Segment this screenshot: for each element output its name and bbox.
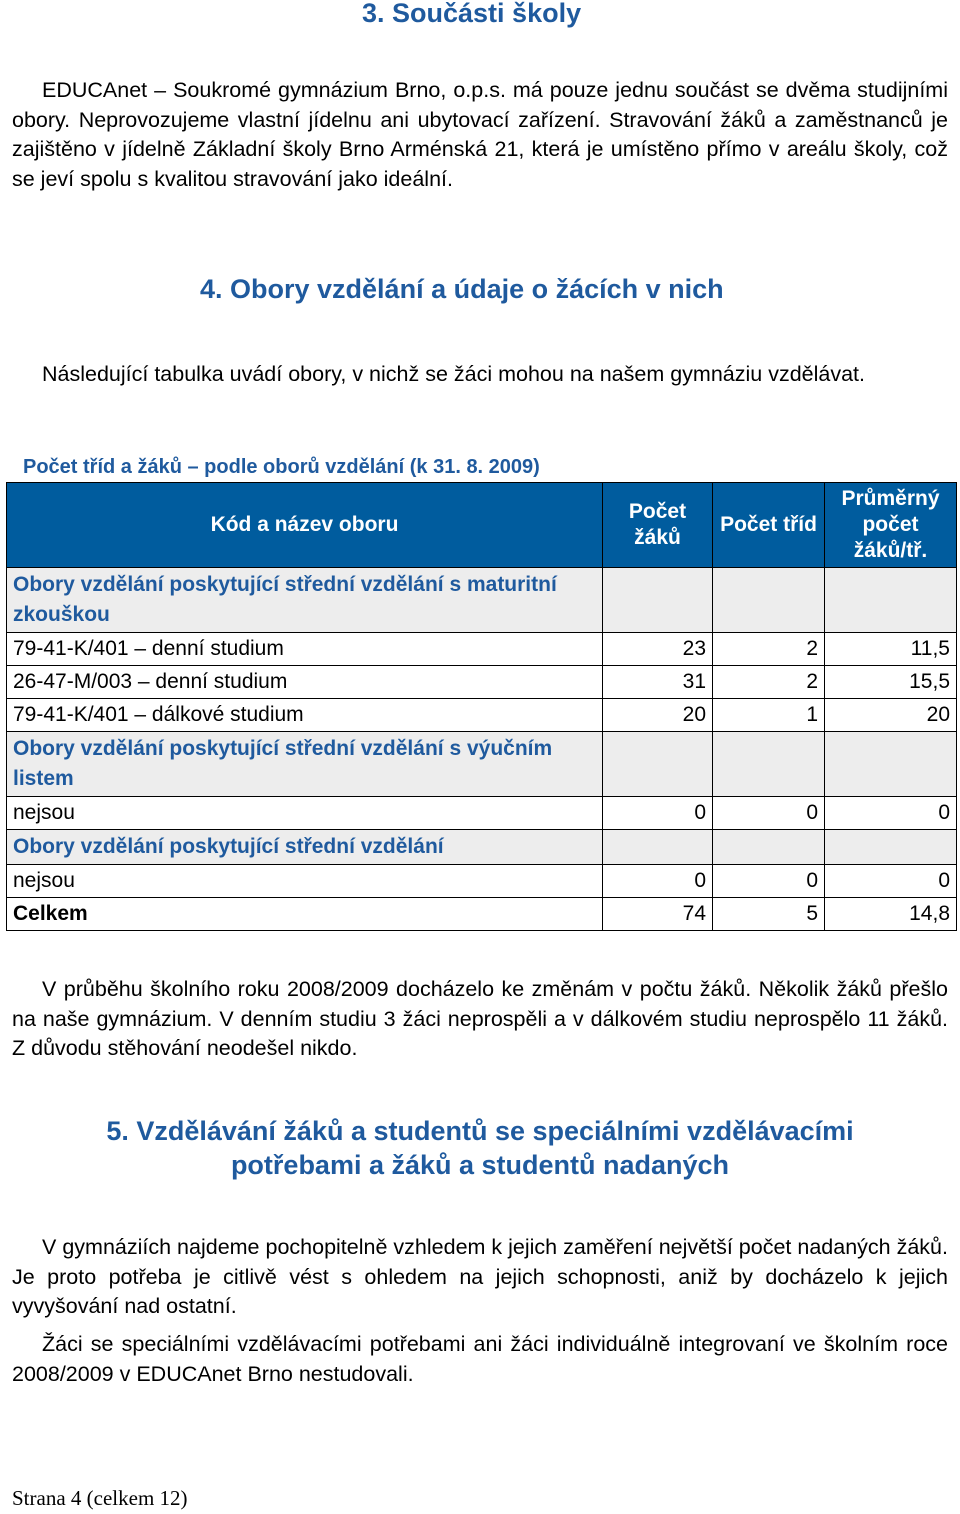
fields-of-study-table	[6, 482, 957, 931]
table-total-row	[7, 898, 957, 931]
empty-cell	[825, 732, 957, 797]
section-4-heading: 4. Obory vzdělání a údaje o žácích v nich	[200, 274, 724, 304]
section-4-after-paragraph-text: V průběhu školního roku 2008/2009 docházelo ke změnám v počtu žáků. Několik žáků přešlo na naše gymnázium. V denním studiu 3 žáci neprospěli a v dálkovém studiu neprospělo 11 žáků. Z důvodu stěhování neodešel nikdo.	[12, 977, 948, 1060]
empty-cell	[603, 830, 713, 865]
table-caption: Počet tříd a žáků – podle oborů vzdělání (k 31. 8. 2009)	[23, 456, 540, 478]
total-student-count-cell: 74	[603, 898, 713, 931]
class-count-cell: 1	[713, 699, 825, 732]
total-average-cell: 14,8	[825, 898, 957, 931]
field-name-cell: 26-47-M/003 – denní studium	[7, 666, 603, 699]
empty-cell	[713, 732, 825, 797]
page-number: Strana 4 (celkem 12)	[12, 1486, 188, 1510]
class-count-cell: 0	[713, 865, 825, 898]
field-name-cell: nejsou	[7, 797, 603, 830]
total-class-count-cell: 5	[713, 898, 825, 931]
class-count-cell: 0	[713, 797, 825, 830]
table-header-row	[7, 483, 957, 568]
empty-cell	[603, 568, 713, 633]
class-count-cell: 2	[713, 633, 825, 666]
section-5-heading	[0, 1114, 960, 1182]
student-count-cell: 31	[603, 666, 713, 699]
student-count-cell: 0	[603, 865, 713, 898]
section-5-paragraph-1-text: V gymnáziích najdeme pochopitelně vzhledem k jejich zaměření největší počet nadaných žáků. Je proto potřeba je citlivě vést s ohledem na jejich schopnosti, aniž by docházelo k jejich vyvyšování nad ostatní.	[12, 1235, 948, 1318]
section-5-paragraph-1	[12, 1233, 948, 1322]
average-cell: 0	[825, 865, 957, 898]
header-class-count: Počet tříd	[713, 483, 825, 568]
total-label-cell: Celkem	[7, 898, 603, 931]
field-name-cell: 79-41-K/401 – dálkové studium	[7, 699, 603, 732]
section-3-paragraph-text: EDUCAnet – Soukromé gymnázium Brno, o.p.s. má pouze jednu součást se dvěma studijními obory. Neprovozujeme vlastní jídelnu ani ubytovací zařízení. Stravování žáků a zaměstnanců je zajištěno v jídelně Základní školy Brno Arménská 21, která je umístěno přímo v areálu školy, což se jeví spolu s kvalitou stravování jako ideální.	[12, 78, 948, 191]
student-count-cell: 23	[603, 633, 713, 666]
section-3-paragraph	[12, 76, 948, 194]
section-label: Obory vzdělání poskytující střední vzdělání s maturitní zkouškou	[7, 568, 603, 633]
average-cell: 20	[825, 699, 957, 732]
section-5-paragraph-2-text: Žáci se speciálními vzdělávacími potřebami ani žáci individuálně integrovaní ve školním roce 2008/2009 v EDUCAnet Brno nestudovali.	[12, 1332, 948, 1386]
table-section-row	[7, 732, 957, 797]
header-code-name: Kód a název oboru	[7, 483, 603, 568]
average-cell: 11,5	[825, 633, 957, 666]
average-cell: 15,5	[825, 666, 957, 699]
field-name-cell: nejsou	[7, 865, 603, 898]
table-row	[7, 666, 957, 699]
table-row	[7, 699, 957, 732]
table-row	[7, 797, 957, 830]
table-row	[7, 633, 957, 666]
average-cell: 0	[825, 797, 957, 830]
section-label: Obory vzdělání poskytující střední vzdělání	[7, 830, 603, 865]
empty-cell	[825, 830, 957, 865]
empty-cell	[713, 830, 825, 865]
student-count-cell: 20	[603, 699, 713, 732]
table-section-row	[7, 568, 957, 633]
section-3-heading: 3. Součásti školy	[362, 0, 582, 28]
section-5-paragraph-2	[12, 1330, 948, 1389]
class-count-cell: 2	[713, 666, 825, 699]
section-4-paragraph	[12, 360, 948, 390]
empty-cell	[825, 568, 957, 633]
field-name-cell: 79-41-K/401 – denní studium	[7, 633, 603, 666]
empty-cell	[603, 732, 713, 797]
section-5-heading-line-1: 5. Vzdělávání žáků a studentů se speciálními vzdělávacími	[106, 1116, 854, 1146]
table-row	[7, 865, 957, 898]
section-label: Obory vzdělání poskytující střední vzdělání s výučním listem	[7, 732, 603, 797]
empty-cell	[713, 568, 825, 633]
table-section-row	[7, 830, 957, 865]
header-average-per-class: Průměrný počet žáků/tř.	[825, 483, 957, 568]
section-4-after-paragraph	[12, 975, 948, 1064]
header-student-count: Počet žáků	[603, 483, 713, 568]
student-count-cell: 0	[603, 797, 713, 830]
section-4-paragraph-text: Následující tabulka uvádí obory, v nichž se žáci mohou na našem gymnáziu vzdělávat.	[42, 362, 866, 386]
section-5-heading-line-2: potřebami a žáků a studentů nadaných	[230, 1150, 730, 1180]
